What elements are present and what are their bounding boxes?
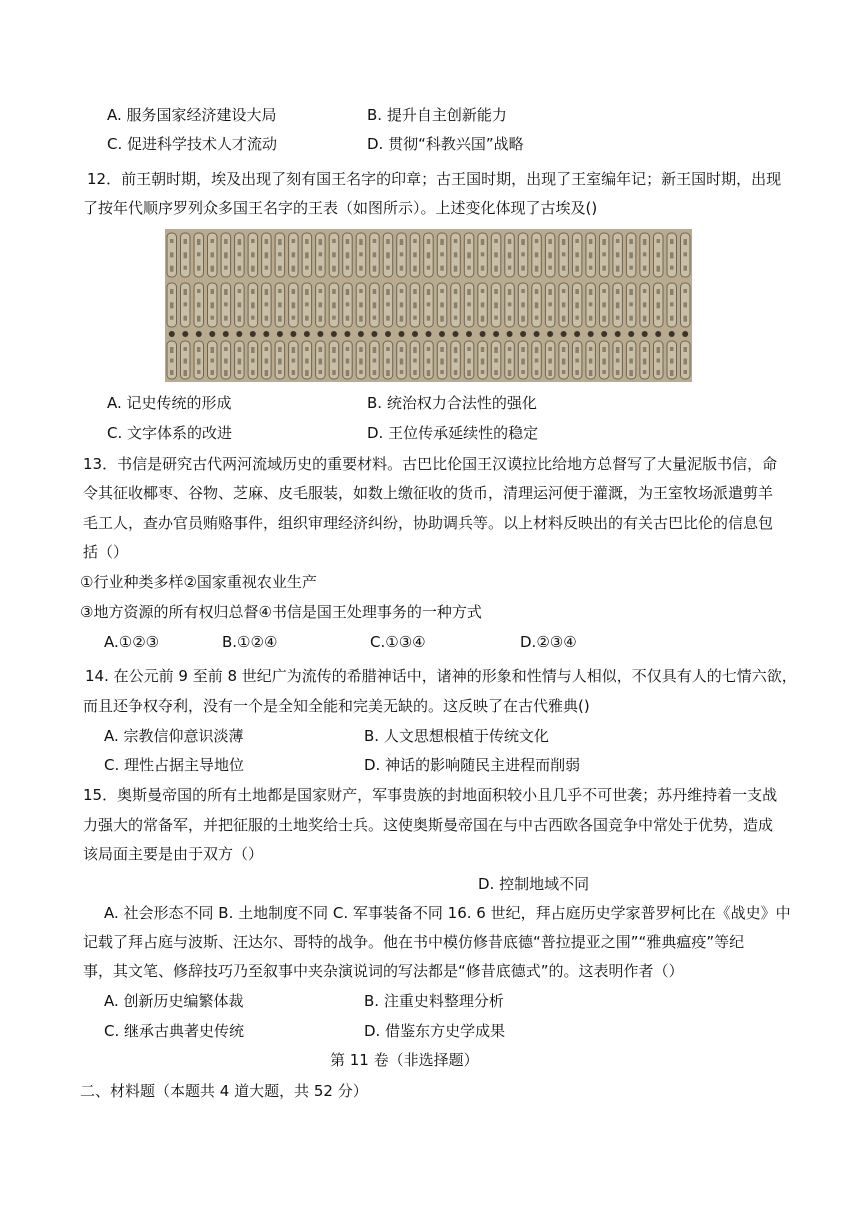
relief-dot: [371, 331, 377, 337]
q15-options-q16-stem-line1: A. 社会形态不同 B. 土地制度不同 C. 军事装备不同 16. 6 世纪，拜占庭历史学家普罗柯比在《战史》中: [104, 904, 791, 922]
q11-option-a: A. 服务国家经济建设大局: [107, 106, 277, 124]
cartouche: [302, 233, 312, 277]
cartouche: [424, 283, 434, 327]
cartouche: [167, 341, 177, 379]
relief-dot: [412, 331, 418, 337]
relief-dot: [209, 331, 215, 337]
cartouche: [235, 341, 245, 379]
cartouche: [181, 233, 191, 277]
cartouche: [505, 283, 515, 327]
cartouche: [302, 341, 312, 379]
cartouche: [262, 233, 272, 277]
cartouche: [559, 233, 569, 277]
q13-option-b: B.①②④: [222, 633, 278, 651]
cartouche: [532, 283, 542, 327]
q12-option-d: D. 王位传承延续性的稳定: [367, 424, 539, 442]
cartouche: [545, 283, 555, 327]
relief-dot: [601, 331, 607, 337]
cartouche: [194, 283, 204, 327]
cartouche: [572, 233, 582, 277]
cartouche: [397, 341, 407, 379]
cartouche: [640, 341, 650, 379]
q12-option-b: B. 统治权力合法性的强化: [367, 394, 537, 412]
relief-dot: [385, 331, 391, 337]
cartouche: [464, 341, 474, 379]
cartouche: [289, 233, 299, 277]
cartouche: [464, 283, 474, 327]
cartouche: [343, 341, 353, 379]
cartouche: [383, 283, 393, 327]
cartouche: [681, 233, 691, 277]
q16-option-c: C. 继承古典著史传统: [104, 1022, 245, 1040]
cartouche: [383, 233, 393, 277]
cartouche: [397, 283, 407, 327]
cartouche: [410, 283, 420, 327]
q16-stem-line3: 事，其文笔、修辞技巧乃至叙事中夹杂演说词的写法都是“修昔底德式”的。这表明作者（）: [83, 962, 684, 980]
relief-dot: [196, 331, 202, 337]
cartouche: [208, 341, 218, 379]
cartouche: [478, 233, 488, 277]
cartouche: [356, 341, 366, 379]
cartouche: [248, 233, 258, 277]
relief-dot: [439, 331, 445, 337]
relief-dot: [304, 331, 310, 337]
relief-dot: [507, 331, 513, 337]
relief-dot: [480, 331, 486, 337]
q16-stem-line2: 记载了拜占庭与波斯、汪达尔、哥特的战争。他在书中模仿修昔底德“普拉提亚之围”“雅典瘟疫”等纪: [83, 933, 745, 951]
cartouche: [681, 341, 691, 379]
relief-dot: [561, 331, 567, 337]
cartouche: [491, 233, 501, 277]
cartouche: [329, 341, 339, 379]
cartouche: [316, 341, 326, 379]
relief-dot: [344, 331, 350, 337]
cartouche: [613, 283, 623, 327]
cartouche: [302, 283, 312, 327]
cartouche: [262, 341, 272, 379]
cartouche: [356, 283, 366, 327]
cartouche: [451, 233, 461, 277]
cartouche: [262, 283, 272, 327]
cartouche: [626, 341, 636, 379]
cartouche: [491, 283, 501, 327]
egyptian-king-list-image: [165, 229, 692, 382]
relief-dot: [628, 331, 634, 337]
cartouche: [167, 283, 177, 327]
relief-dot: [466, 331, 472, 337]
cartouche: [667, 233, 677, 277]
cartouche: [599, 283, 609, 327]
relief-dot: [399, 331, 405, 337]
q15-stem-line3: 该局面主要是由于双方（）: [83, 845, 264, 863]
cartouche: [545, 341, 555, 379]
relief-dot: [574, 331, 580, 337]
q13-option-d: D.②③④: [520, 633, 577, 651]
q14-option-a: A. 宗教信仰意识淡薄: [104, 727, 244, 745]
relief-dot: [236, 331, 242, 337]
cartouche: [532, 233, 542, 277]
cartouche: [586, 341, 596, 379]
q12-option-c: C. 文字体系的改进: [107, 424, 233, 442]
cartouche: [559, 341, 569, 379]
cartouche: [532, 341, 542, 379]
q16-option-a: A. 创新历史编繁体裁: [104, 992, 244, 1010]
relief-dot: [655, 331, 661, 337]
q14-stem-line2: 而且还争权夺利，没有一个是全知全能和完美无缺的。这反映了在古代雅典(): [83, 697, 590, 715]
cartouche: [181, 283, 191, 327]
cartouche: [370, 341, 380, 379]
king-list-relief: [165, 229, 692, 382]
relief-dot: [493, 331, 499, 337]
cartouche: [370, 233, 380, 277]
cartouche: [316, 283, 326, 327]
cartouche: [221, 233, 231, 277]
cartouche: [451, 283, 461, 327]
cartouche: [640, 233, 650, 277]
cartouche: [370, 283, 380, 327]
cartouche: [505, 341, 515, 379]
cartouche: [478, 341, 488, 379]
cartouche: [316, 233, 326, 277]
q13-item-1-2: ①行业种类多样②国家重视农业生产: [80, 573, 317, 591]
relief-dot: [588, 331, 594, 337]
relief-dot: [682, 331, 688, 337]
q13-item-3-4: ③地方资源的所有权归总督④书信是国王处理事务的一种方式: [80, 603, 482, 621]
cartouche: [545, 233, 555, 277]
cartouche: [248, 283, 258, 327]
cartouche: [329, 283, 339, 327]
q13-stem-line1: 13．书信是研究古代两河流域历史的重要材料。古巴比伦国王汉谟拉比给地方总督写了大量泥版书信，命: [83, 455, 778, 473]
relief-dot: [317, 331, 323, 337]
q14-option-c: C. 理性占据主导地位: [104, 756, 245, 774]
cartouche: [167, 233, 177, 277]
cartouche: [343, 233, 353, 277]
cartouche: [437, 341, 447, 379]
relief-dot: [169, 331, 175, 337]
cartouche: [518, 341, 528, 379]
q14-stem-line1: 14. 在公元前 9 至前 8 世纪广为流传的希腊神话中，诸神的形象和性情与人相似，不仅具有人的七情六欲，: [85, 667, 797, 685]
cartouche: [424, 233, 434, 277]
relief-dot: [453, 331, 459, 337]
cartouche: [208, 233, 218, 277]
cartouche: [343, 283, 353, 327]
q11-option-d: D. 贯彻“科教兴国”战略: [367, 135, 524, 153]
cartouche: [586, 283, 596, 327]
relief-dot: [250, 331, 256, 337]
cartouche: [572, 341, 582, 379]
q15-stem-line2: 力强大的常备军，并把征服的土地奖给士兵。这使奥斯曼帝国在与中古西欧各国竞争中常处于优势，造成: [83, 816, 774, 834]
cartouche: [599, 233, 609, 277]
cartouche: [599, 341, 609, 379]
q16-option-d: D. 借鉴东方史学成果: [364, 1022, 506, 1040]
cartouche: [235, 283, 245, 327]
cartouche: [667, 283, 677, 327]
cartouche: [424, 341, 434, 379]
cartouche: [208, 283, 218, 327]
cartouche: [235, 233, 245, 277]
cartouche: [491, 341, 501, 379]
cartouche: [248, 341, 258, 379]
cartouche: [505, 233, 515, 277]
q13-stem-line4: 括（）: [83, 543, 129, 561]
cartouche: [275, 341, 285, 379]
cartouche: [451, 341, 461, 379]
relief-dot: [182, 331, 188, 337]
q12-option-a: A. 记史传统的形成: [107, 394, 232, 412]
cartouche: [329, 233, 339, 277]
relief-dot: [277, 331, 283, 337]
cartouche: [613, 233, 623, 277]
cartouche: [478, 283, 488, 327]
volume-title: 第 11 卷（非选择题）: [330, 1051, 479, 1069]
cartouche: [221, 283, 231, 327]
cartouche: [654, 341, 664, 379]
q11-option-c: C. 促进科学技术人才流动: [107, 135, 278, 153]
relief-dot: [426, 331, 432, 337]
q16-option-b: B. 注重史料整理分析: [364, 992, 504, 1010]
relief-dot: [290, 331, 296, 337]
cartouche: [437, 233, 447, 277]
cartouche: [613, 341, 623, 379]
q14-option-b: B. 人文思想根植于传统文化: [364, 727, 549, 745]
cartouche: [397, 233, 407, 277]
q15-stem-line1: 15．奥斯曼帝国的所有土地都是国家财产，军事贵族的封地面积较小且几乎不可世袭；苏丹维持着一支战: [83, 786, 778, 804]
cartouche: [654, 283, 664, 327]
cartouche: [572, 283, 582, 327]
relief-dot: [331, 331, 337, 337]
relief-dot: [520, 331, 526, 337]
cartouche: [275, 233, 285, 277]
relief-dot: [534, 331, 540, 337]
cartouche: [289, 341, 299, 379]
cartouche: [654, 233, 664, 277]
section-title: 二、材料题（本题共 4 道大题，共 52 分）: [80, 1082, 368, 1100]
cartouche: [194, 341, 204, 379]
cartouche: [383, 341, 393, 379]
cartouche: [221, 341, 231, 379]
cartouche: [410, 233, 420, 277]
relief-dot: [615, 331, 621, 337]
cartouche: [356, 233, 366, 277]
cartouche: [667, 341, 677, 379]
cartouche: [194, 233, 204, 277]
relief-dot: [263, 331, 269, 337]
q13-stem-line2: 令其征收椰枣、谷物、芝麻、皮毛服装，如数上缴征收的货币，清理运河便于灌溉，为王室牧场派遣剪羊: [83, 484, 774, 502]
cartouche: [275, 283, 285, 327]
cartouche: [559, 283, 569, 327]
cartouche: [410, 341, 420, 379]
cartouche: [518, 283, 528, 327]
q12-stem-line1: 12．前王朝时期，埃及出现了刻有国王名字的印章；古王国时期，出现了王室编年记；新王国时期，出现: [87, 170, 782, 188]
cartouche: [181, 341, 191, 379]
cartouche: [586, 233, 596, 277]
q13-option-c: C.①③④: [370, 633, 426, 651]
cartouche: [626, 283, 636, 327]
cartouche: [437, 283, 447, 327]
relief-dot: [642, 331, 648, 337]
q13-option-a: A.①②③: [104, 633, 160, 651]
relief-dot: [223, 331, 229, 337]
q15-option-d: D. 控制地域不同: [478, 875, 590, 893]
relief-dot: [358, 331, 364, 337]
cartouche: [518, 233, 528, 277]
q11-option-b: B. 提升自主创新能力: [367, 106, 507, 124]
cartouche: [681, 283, 691, 327]
relief-dot: [669, 331, 675, 337]
q12-stem-line2: 了按年代顺序罗列众多国王名字的王表（如图所示）。上述变化体现了古埃及(): [83, 199, 598, 217]
cartouche: [626, 233, 636, 277]
cartouche: [640, 283, 650, 327]
cartouche: [464, 233, 474, 277]
cartouche: [289, 283, 299, 327]
relief-dot: [547, 331, 553, 337]
q14-option-d: D. 神话的影响随民主进程而削弱: [364, 756, 581, 774]
q13-stem-line3: 毛工人，查办官员贿赂事件，组织审理经济纠纷，协助调兵等。以上材料反映出的有关古巴比伦的信息包: [83, 514, 774, 532]
